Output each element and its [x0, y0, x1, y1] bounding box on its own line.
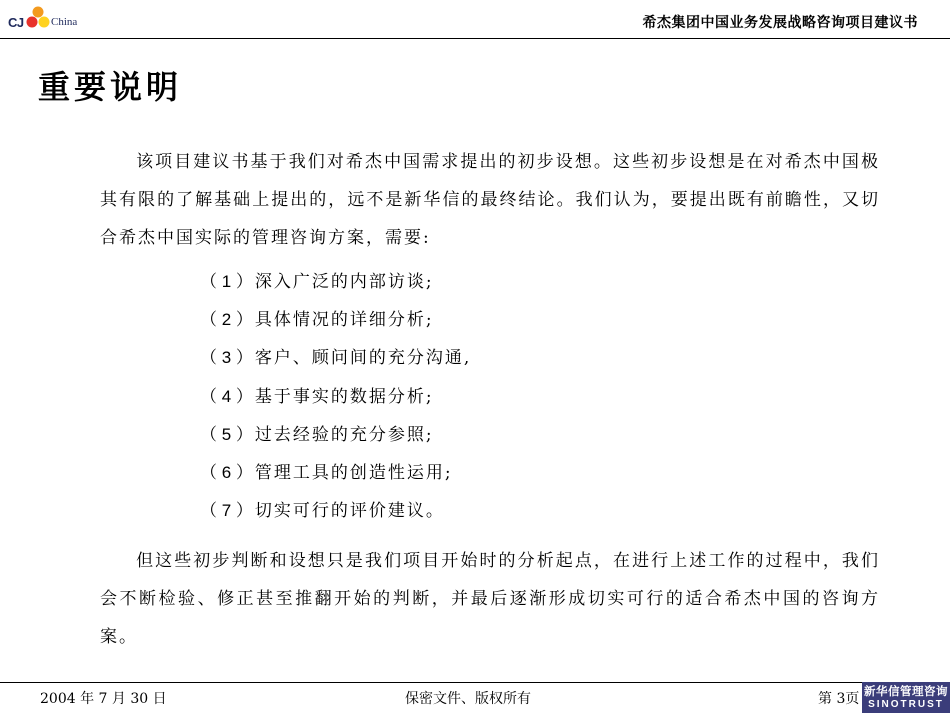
logo-cj-text: CJ	[8, 15, 24, 30]
conclusion-text: 但这些初步判断和设想只是我们项目开始时的分析起点，在进行上述工作的过程中，我们会不断检验、修正甚至推翻开始的判断，并最后逐渐形成切实可行的适合希杰中国的咨询方案。	[100, 551, 880, 647]
list-item	[200, 492, 471, 530]
list-item	[200, 301, 471, 339]
list-item-number: （ 4 ）	[200, 386, 253, 406]
logo-china-text: China	[51, 16, 78, 28]
header-divider	[0, 38, 950, 39]
list-item-number: （ 3 ）	[200, 348, 253, 368]
list-item-number: （ 1 ）	[200, 272, 253, 291]
intro-text: 该项目建议书基于我们对希杰中国需求提出的初步设想。这些初步设想是在对希杰中国极其有限的了解基础上提出的，远不是新华信的最终结论。我们认为，要提出既有前瞻性，又切合希杰中国实际的管理咨询方案，需要:	[100, 152, 880, 248]
list-item	[200, 454, 471, 492]
list-item	[200, 263, 471, 301]
sinotrust-logo	[862, 682, 950, 713]
list-item-text: 基于事实的数据分析;	[254, 386, 434, 407]
list-item-text: 切实可行的评价建议。	[254, 501, 445, 522]
list-item	[200, 339, 471, 377]
list-item-number: （ 7 ）	[200, 501, 253, 521]
brand-cn-text: 新华信管理咨询	[864, 684, 948, 698]
conclusion-paragraph	[100, 542, 880, 656]
footer-divider	[0, 682, 862, 683]
list-item-number: （ 2 ）	[200, 310, 253, 330]
page-title: 重要说明	[38, 68, 183, 106]
page-number: 第 3页	[818, 691, 860, 707]
intro-paragraph	[100, 143, 880, 257]
list-item-text: 管理工具的创造性运用;	[254, 462, 453, 483]
list-item	[200, 416, 471, 454]
cj-china-logo	[6, 4, 96, 38]
list-item-number: （ 6 ）	[200, 462, 253, 482]
logo-petals-icon	[26, 6, 50, 32]
list-item-text: 具体情况的详细分析;	[254, 310, 434, 331]
footer-confidential: 保密文件、版权所有	[405, 691, 531, 707]
list-item-text: 深入广泛的内部访谈;	[254, 272, 434, 292]
list-item-number: （ 5 ）	[200, 424, 253, 444]
list-item-text: 客户、顾问间的充分沟通,	[254, 348, 472, 369]
list-item-text: 过去经验的充分参照;	[254, 424, 434, 445]
requirements-list	[200, 263, 471, 530]
footer-date: 2004 年 7 月 30 日	[40, 691, 167, 707]
list-item	[200, 378, 471, 416]
brand-en-text: SINOTRUST	[868, 699, 944, 710]
document-title: 希杰集团中国业务发展战略咨询项目建议书	[642, 15, 918, 31]
